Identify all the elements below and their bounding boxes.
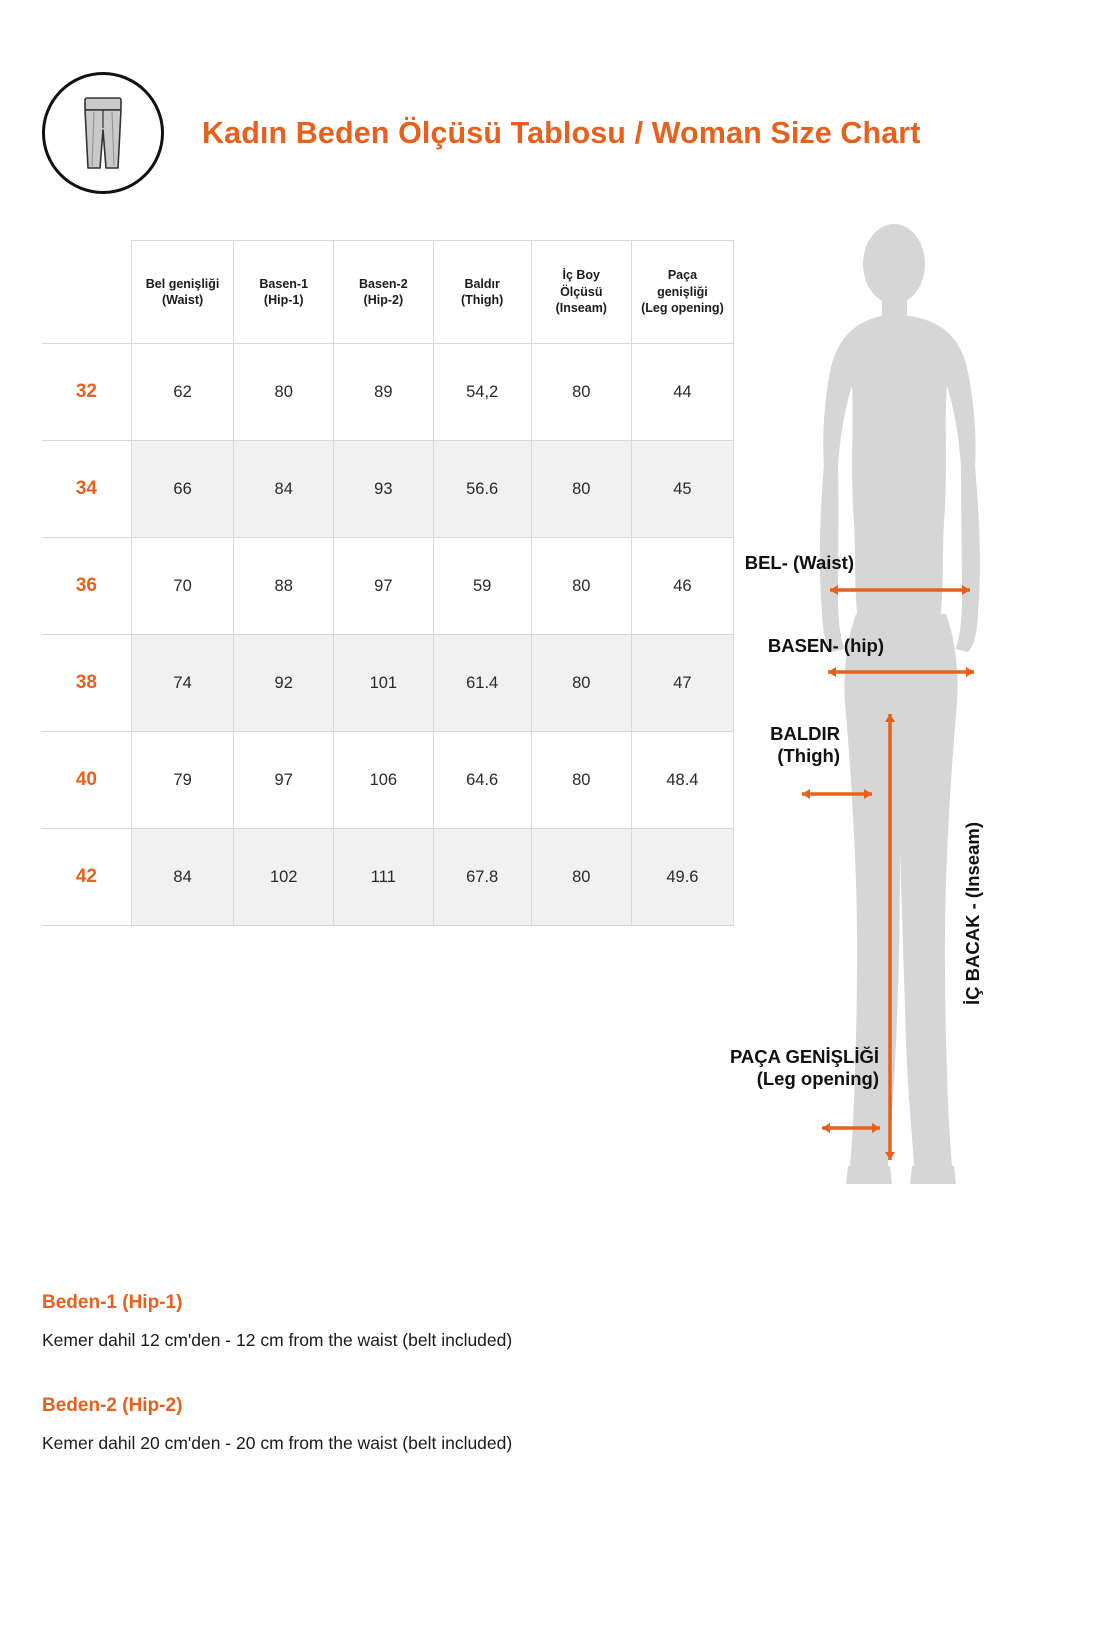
table-row [42,829,734,926]
row-size-label: 36 [42,538,131,635]
cell-thigh: 67.8 [433,829,531,926]
table-row [42,635,734,732]
row-size-label: 38 [42,635,131,732]
cell-inseam: 80 [531,441,631,538]
row-size-label: 40 [42,732,131,829]
column-header-waist-line1: Bel genişliği [145,276,220,291]
cell-leg-opening: 47 [631,635,733,732]
measurement-figure [729,222,1072,1212]
pants-logo-badge [42,72,164,194]
table-row [42,538,734,635]
cell-hip1: 97 [234,732,334,829]
column-header-inseam [531,241,631,344]
cell-leg-opening: 45 [631,441,733,538]
cell-thigh: 54,2 [433,344,531,441]
cell-inseam: 80 [531,344,631,441]
figure-label-thigh [770,723,840,767]
note-text-hip1: Kemer dahil 12 cm'den - 12 cm from the waist (belt included) [42,1330,513,1350]
cell-hip2: 111 [334,829,434,926]
column-header-hip1-line1: Basen-1 [259,276,309,291]
row-size-label: 32 [42,344,131,441]
cell-leg-opening: 48.4 [631,732,733,829]
column-header-waist [131,241,234,344]
column-header-inseam-line2: Ölçüsü [560,284,603,299]
cell-waist: 62 [131,344,234,441]
cell-hip2: 93 [334,441,434,538]
column-header-leg-opening-line3: (Leg opening) [641,301,724,316]
page-title: Kadın Beden Ölçüsü Tablosu / Woman Size Chart [202,115,921,150]
cell-hip2: 89 [334,344,434,441]
figure-label-thigh-line2: (Thigh) [777,745,840,767]
cell-hip2: 97 [334,538,434,635]
row-size-label: 42 [42,829,131,926]
cell-hip2: 101 [334,635,434,732]
column-header-hip2 [334,241,434,344]
cell-leg-opening: 49.6 [631,829,733,926]
cell-inseam: 80 [531,829,631,926]
size-chart-table [42,240,734,926]
cell-inseam: 80 [531,538,631,635]
row-size-label: 34 [42,441,131,538]
pants-icon [81,96,125,170]
table-row [42,344,734,441]
page-header [42,72,921,194]
cell-leg-opening: 44 [631,344,733,441]
cell-waist: 79 [131,732,234,829]
cell-thigh: 56.6 [433,441,531,538]
figure-label-thigh-line1: BALDIR [770,723,840,744]
cell-thigh: 64.6 [433,732,531,829]
figure-label-waist: BEL- (Waist) [744,552,854,573]
figure-label-hip: BASEN- (hip) [767,635,884,656]
cell-inseam: 80 [531,635,631,732]
table-row [42,441,734,538]
cell-hip2: 106 [334,732,434,829]
column-header-leg-opening-line1: Paça [667,268,698,283]
cell-hip1: 92 [234,635,334,732]
column-header-hip2-line2: (Hip-2) [363,293,404,307]
column-header-inseam-line3: (Inseam) [555,301,607,316]
cell-thigh: 59 [433,538,531,635]
cell-hip1: 88 [234,538,334,635]
column-header-hip2-line1: Basen-2 [359,276,408,291]
figure-label-inseam: İÇ BACAK - (Inseam) [962,822,983,1005]
column-header-waist-line2: (Waist) [161,293,204,307]
cell-hip1: 102 [234,829,334,926]
column-header-hip1-line2: (Hip-1) [263,293,304,307]
column-header-leg-opening [631,241,733,344]
note-title-hip2: Beden-2 (Hip-2) [42,1395,183,1416]
cell-hip1: 80 [234,344,334,441]
column-header-thigh-line1: Baldır [464,276,500,291]
cell-thigh: 61.4 [433,635,531,732]
column-header-inseam-line1: İç Boy [562,268,601,283]
cell-hip1: 84 [234,441,334,538]
cell-leg-opening: 46 [631,538,733,635]
column-header-thigh [433,241,531,344]
table-row [42,732,734,829]
cell-waist: 70 [131,538,234,635]
cell-waist: 66 [131,441,234,538]
column-header-leg-opening-line2: genişliği [657,284,708,299]
table-corner-cell [42,241,131,344]
note-text-hip2: Kemer dahil 20 cm'den - 20 cm from the waist (belt included) [42,1433,513,1453]
figure-label-leg-opening [730,1046,879,1090]
column-header-hip1 [234,241,334,344]
note-title-hip1: Beden-1 (Hip-1) [42,1292,183,1313]
column-header-thigh-line2: (Thigh) [460,293,504,307]
cell-waist: 84 [131,829,234,926]
footnotes [42,1292,1022,1454]
cell-waist: 74 [131,635,234,732]
figure-label-leg-opening-line2: (Leg opening) [756,1068,879,1090]
cell-inseam: 80 [531,732,631,829]
table-header-row [42,241,734,344]
figure-label-leg-opening-line1: PAÇA GENİŞLİĞİ [729,1046,879,1067]
